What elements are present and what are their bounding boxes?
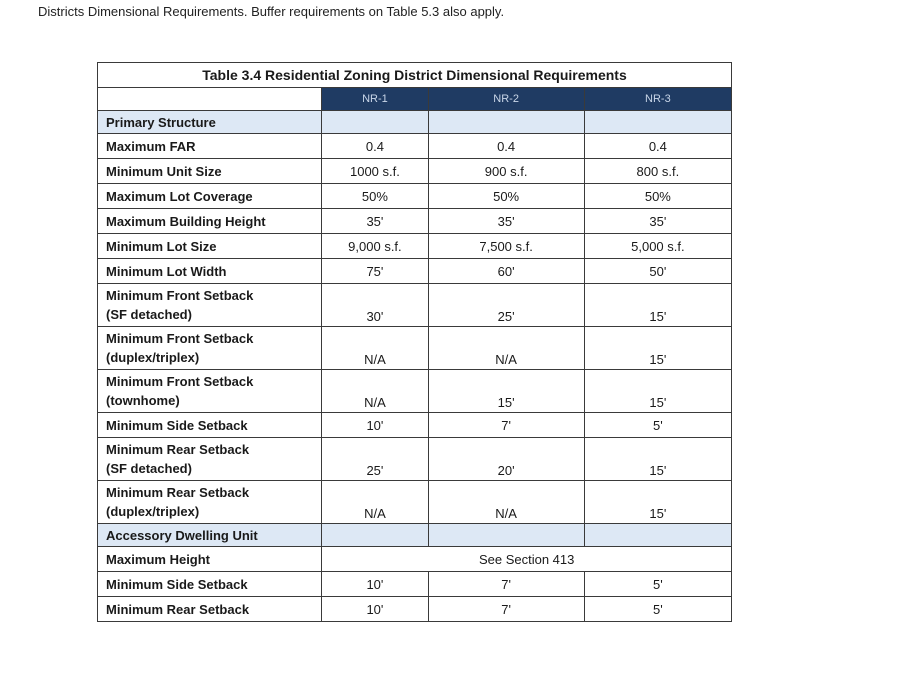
row-label <box>98 284 322 327</box>
cell-value: 0.4 <box>428 134 584 159</box>
cell-value: 5' <box>584 597 731 622</box>
table-title: Table 3.4 Residential Zoning District Dimensional Requirements <box>98 63 732 88</box>
row-label: Maximum FAR <box>98 134 322 159</box>
row-label <box>98 370 322 413</box>
dimensional-requirements-table <box>97 62 732 622</box>
row-label-line: (townhome) <box>106 393 180 408</box>
cell-value: 50% <box>428 184 584 209</box>
cell-value: 35' <box>584 209 731 234</box>
row-label: Minimum Lot Width <box>98 259 322 284</box>
row-label: Maximum Height <box>98 547 322 572</box>
cell-value: 60' <box>428 259 584 284</box>
row-label-line: (duplex/triplex) <box>106 504 200 519</box>
cell-value: 800 s.f. <box>584 159 731 184</box>
cell-value: 10' <box>322 597 428 622</box>
cell-value: N/A <box>322 481 428 524</box>
cell-value: 50' <box>584 259 731 284</box>
cell-value: 5' <box>584 572 731 597</box>
cell-value: 20' <box>428 438 584 481</box>
row-label <box>98 481 322 524</box>
cell-value: 0.4 <box>584 134 731 159</box>
row-label-line: (SF detached) <box>106 461 192 476</box>
table-row <box>98 597 732 622</box>
cell-value: 1000 s.f. <box>322 159 428 184</box>
cell-value: 0.4 <box>322 134 428 159</box>
row-label: Minimum Lot Size <box>98 234 322 259</box>
cell-value: 15' <box>428 370 584 413</box>
table-row <box>98 134 732 159</box>
cell-value: 15' <box>584 370 731 413</box>
cell-value: 10' <box>322 572 428 597</box>
section-label: Primary Structure <box>98 111 322 134</box>
row-label-line: Minimum Rear Setback <box>106 485 250 500</box>
row-label <box>98 327 322 370</box>
row-label-line: Minimum Front Setback <box>106 374 254 389</box>
cell-value: 900 s.f. <box>428 159 584 184</box>
table-row <box>98 438 732 481</box>
table-row <box>98 572 732 597</box>
cell-value: 9,000 s.f. <box>322 234 428 259</box>
table-row <box>98 234 732 259</box>
cell-value: 35' <box>428 209 584 234</box>
cell-value: 15' <box>584 327 731 370</box>
row-label: Minimum Side Setback <box>98 413 322 438</box>
row-label: Minimum Side Setback <box>98 572 322 597</box>
header-blank-cell <box>98 88 322 111</box>
merged-cell-value: See Section 413 <box>322 547 732 572</box>
cell-value: 50% <box>584 184 731 209</box>
cell-value: N/A <box>428 481 584 524</box>
cell-value: N/A <box>322 327 428 370</box>
row-label <box>98 438 322 481</box>
table-row <box>98 209 732 234</box>
row-label: Maximum Lot Coverage <box>98 184 322 209</box>
cell-value: 5,000 s.f. <box>584 234 731 259</box>
cell-value: 15' <box>584 481 731 524</box>
cell-value: 7,500 s.f. <box>428 234 584 259</box>
cell-value: 5' <box>584 413 731 438</box>
row-label-line: (SF detached) <box>106 307 192 322</box>
cell-value: 10' <box>322 413 428 438</box>
row-label-line: Minimum Rear Setback <box>106 442 250 457</box>
table-row <box>98 481 732 524</box>
cell-value: 25' <box>322 438 428 481</box>
section-row-accessory-dwelling-unit <box>98 524 732 547</box>
table-row <box>98 327 732 370</box>
cell-value: 75' <box>322 259 428 284</box>
table-title-row <box>98 63 732 88</box>
cell-value: 25' <box>428 284 584 327</box>
table-row <box>98 413 732 438</box>
column-header-nr-1: NR-1 <box>322 88 428 111</box>
cell-value: N/A <box>322 370 428 413</box>
cell-value: 15' <box>584 438 731 481</box>
table-row <box>98 284 732 327</box>
column-header-nr-2: NR-2 <box>428 88 584 111</box>
row-label-line: Minimum Front Setback <box>106 288 254 303</box>
table-row <box>98 159 732 184</box>
table-row <box>98 259 732 284</box>
column-header-nr-3: NR-3 <box>584 88 731 111</box>
cell-value: 30' <box>322 284 428 327</box>
cell-value: 35' <box>322 209 428 234</box>
column-header-row <box>98 88 732 111</box>
cell-value: 7' <box>428 597 584 622</box>
intro-paragraph: Districts Dimensional Requirements. Buffer requirements on Table 5.3 also apply. <box>38 4 505 19</box>
cell-value: 15' <box>584 284 731 327</box>
row-label: Maximum Building Height <box>98 209 322 234</box>
row-label-line: (duplex/triplex) <box>106 350 200 365</box>
row-label: Minimum Unit Size <box>98 159 322 184</box>
section-label: Accessory Dwelling Unit <box>98 524 322 547</box>
cell-value: 7' <box>428 413 584 438</box>
cell-value: 50% <box>322 184 428 209</box>
table-row <box>98 184 732 209</box>
table-row <box>98 547 732 572</box>
table-row <box>98 370 732 413</box>
cell-value: 7' <box>428 572 584 597</box>
cell-value: N/A <box>428 327 584 370</box>
row-label-line: Minimum Front Setback <box>106 331 254 346</box>
row-label: Minimum Rear Setback <box>98 597 322 622</box>
section-row-primary-structure <box>98 111 732 134</box>
